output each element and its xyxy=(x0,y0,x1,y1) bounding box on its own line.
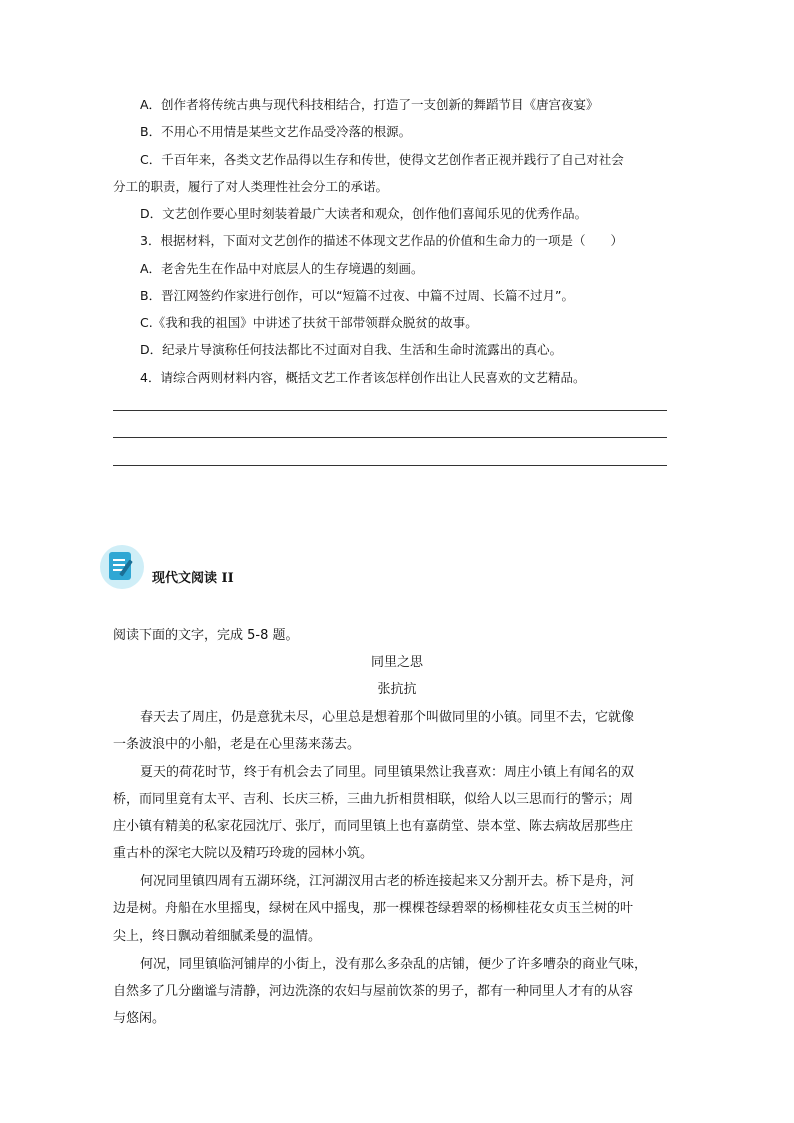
passage-author: 张抗抗 xyxy=(377,682,417,697)
question-4-stem: 4．请综合两则材料内容，概括文艺工作者该怎样创作出让人民喜欢的文艺精品。 xyxy=(140,370,586,385)
q3-option-d: D．纪录片导演称任何技法都比不过面对自我、生活和生命时流露出的真心。 xyxy=(140,342,563,357)
paragraph-1-line-2: 一条波浪中的小船，老是在心里荡来荡去。 xyxy=(113,737,361,752)
paragraph-3-line-1: 何况同里镇四周有五湖环绕，江河湖汊用古老的桥连接起来又分割开去。桥下是舟，河 xyxy=(140,874,635,889)
option-c-line1: C．千百年来，各类文艺作品得以生存和传世，使得文艺创作者正视并践行了自己对社会 xyxy=(140,152,624,167)
reading-instruction: 阅读下面的文字，完成 5-8 题。 xyxy=(113,628,299,643)
option-a: A．创作者将传统古典与现代科技相结合，打造了一支创新的舞蹈节目《唐宫夜宴》 xyxy=(140,97,599,112)
option-c-line2: 分工的职责，履行了对人类理性社会分工的承诺。 xyxy=(113,179,389,194)
answer-line-3[interactable] xyxy=(113,465,667,466)
paragraph-2-line-2: 桥，而同里竟有太平、吉利、长庆三桥，三曲九折相贯相联，似给人以三思而行的警示；周 xyxy=(113,792,634,807)
paragraph-3-line-2: 边是树。舟船在水里摇曳，绿树在风中摇曳，那一棵棵苍绿碧翠的杨柳桂花女贞玉兰树的叶 xyxy=(113,901,634,916)
answer-line-2[interactable] xyxy=(113,437,667,438)
paragraph-2-line-3: 庄小镇有精美的私家花园沈厅、张厅，而同里镇上也有嘉荫堂、崇本堂、陈去病故居那些庄 xyxy=(113,819,634,834)
paragraph-4-line-2: 自然多了几分幽谧与清静，河边洗涤的农妇与屋前饮茶的男子，都有一种同里人才有的从容 xyxy=(113,984,634,999)
paragraph-3-line-3: 尖上，终日飘动着细腻柔曼的温情。 xyxy=(113,929,322,944)
option-d: D．文艺创作要心里时刻装着最广大读者和观众，创作他们喜闻乐见的优秀作品。 xyxy=(140,206,588,221)
question-3-stem: 3．根据材料，下面对文艺创作的描述不体现文艺作品的价值和生命力的一项是（ ） xyxy=(140,233,623,248)
answer-line-1[interactable] xyxy=(113,410,667,411)
notebook-pen-icon xyxy=(100,545,144,589)
q3-option-b: B．晋江网签约作家进行创作，可以“短篇不过夜、中篇不过周、长篇不过月”。 xyxy=(140,288,575,303)
section-title: 现代文阅读 II xyxy=(152,571,234,586)
q3-option-c: C.《我和我的祖国》中讲述了扶贫干部带领群众脱贫的故事。 xyxy=(140,315,478,330)
option-b: B．不用心不用情是某些文艺作品受冷落的根源。 xyxy=(140,124,412,139)
q3-option-a: A．老舍先生在作品中对底层人的生存境遇的刻画。 xyxy=(140,261,424,276)
passage-title: 同里之思 xyxy=(370,655,423,670)
paragraph-4-line-1: 何况，同里镇临河铺岸的小街上，没有那么多杂乱的店铺，便少了许多嘈杂的商业气味， xyxy=(140,957,648,972)
paragraph-1-line-1: 春天去了周庄，仍是意犹未尽，心里总是想着那个叫做同里的小镇。同里不去，它就像 xyxy=(140,710,635,725)
paragraph-2-line-1: 夏天的荷花时节，终于有机会去了同里。同里镇果然让我喜欢：周庄小镇上有闻名的双 xyxy=(140,765,635,780)
paragraph-2-line-4: 重古朴的深宅大院以及精巧玲珑的园林小筑。 xyxy=(113,846,374,861)
paragraph-4-line-3: 与悠闲。 xyxy=(113,1011,166,1026)
